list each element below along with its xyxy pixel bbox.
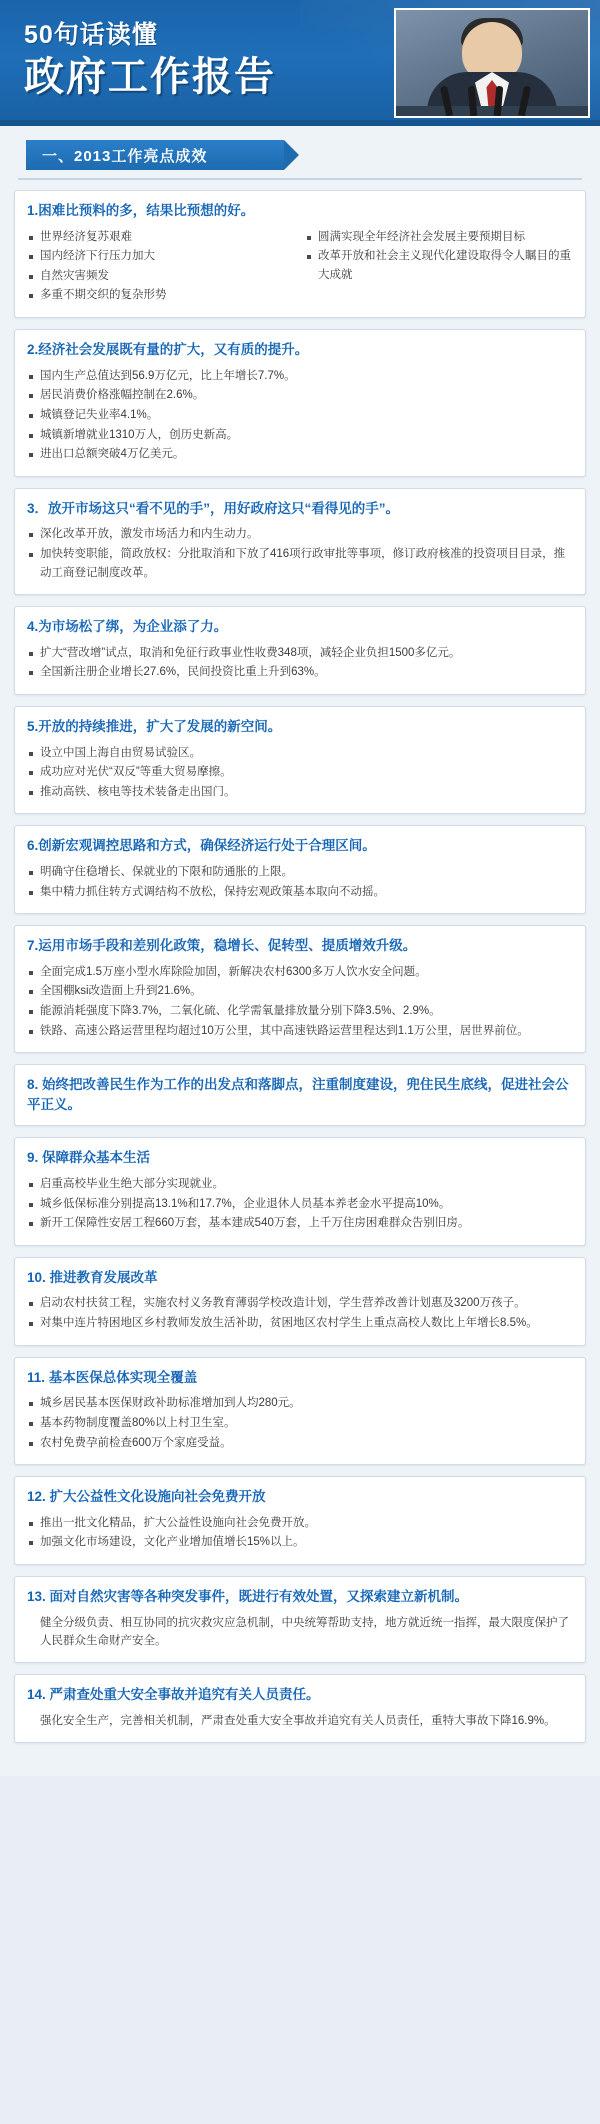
list-item [14, 706, 586, 814]
card-heading: 5.开放的持续推进，扩大了发展的新空间。 [27, 719, 282, 734]
list-item: 国内经济下行压力加大 [27, 247, 295, 266]
list-item: 设立中国上海自由贸易试验区。 [27, 744, 573, 763]
bullet-list [27, 525, 573, 582]
premier-photo [394, 8, 590, 118]
list-item: 全国新注册企业增长27.6%，民间投资比重上升到63%。 [27, 663, 573, 682]
page-header [0, 0, 600, 126]
card-heading: 4.为市场松了绑，为企业添了力。 [27, 619, 228, 635]
list-item: 加强文化市场建设，文化产业增加值增长15%以上。 [27, 1533, 573, 1552]
list-item: 深化改革开放，激发市场活力和内生动力。 [27, 525, 573, 544]
card-heading: 8. 始终把改善民生作为工作的出发点和落脚点，注重制度建设，兜住民生底线，促进社会公平正义。 [27, 1077, 569, 1112]
list-item [14, 329, 586, 477]
list-item: 扩大“营改增”试点，取消和免征行政事业性收费348项，减轻企业负担1500多亿元。 [27, 644, 573, 663]
list-item: 进出口总额突破4万亿美元。 [27, 445, 573, 464]
list-item: 城乡居民基本医保财政补助标准增加到人均280元。 [27, 1394, 573, 1413]
list-item: 对集中连片特困地区乡村教师发放生活补助，贫困地区农村学生上重点高校人数比上年增长8.5%。 [27, 1314, 573, 1333]
list-item [14, 1357, 586, 1465]
list-item: 改革开放和社会主义现代化建设取得令人瞩目的重大成就 [305, 247, 573, 284]
card-heading: 2.经济社会发展既有量的扩大，又有质的提升。 [27, 342, 309, 358]
list-item: 启动农村扶贫工程，实施农村义务教育薄弱学校改造计划，学生营养改善计划惠及3200万孩子。 [27, 1294, 573, 1313]
list-item [14, 925, 586, 1053]
card-heading: 14. 严肃查处重大安全事故并追究有关人员责任。 [27, 1687, 320, 1703]
list-item: 圆满实现全年经济社会发展主要预期目标 [305, 228, 573, 247]
card-heading: 12. 扩大公益性文化设施向社会免费开放 [27, 1489, 266, 1505]
list-item: 城乡低保标准分别提高13.1%和17.7%，企业退休人员基本养老金水平提高10%。 [27, 1195, 573, 1214]
bullet-list [27, 963, 573, 1041]
card-heading: 10. 推进教育发展改革 [27, 1269, 158, 1285]
list-item: 推出一批文化精品，扩大公益性设施向社会免费开放。 [27, 1514, 573, 1533]
card-heading: 1.困难比预料的多，结果比预想的好。 [27, 203, 255, 218]
list-item: 能源消耗强度下降3.7%，二氧化硫、化学需氧量排放量分别下降3.5%、2.9%。 [27, 1002, 573, 1021]
list-item: 农村免费孕前检查600万个家庭受益。 [27, 1434, 573, 1453]
card-heading: 11. 基本医保总体实现全覆盖 [27, 1369, 198, 1385]
list-item: 国内生产总值达到56.9万亿元，比上年增长7.7%。 [27, 367, 573, 386]
bullet-list-right [305, 228, 573, 307]
card-heading: 9. 保障群众基本生活 [27, 1150, 151, 1166]
card-body-text: 健全分级负责、相互协同的抗灾救灾应急机制，中央统筹帮助支持，地方就近统一指挥，最大限度保护了人民群众生命财产安全。 [40, 1616, 569, 1648]
page-title [24, 22, 276, 100]
bullet-list [27, 1175, 573, 1233]
list-item [14, 1476, 586, 1565]
bullet-list [27, 1514, 573, 1552]
list-item: 加快转变职能，简政放权：分批取消和下放了416项行政审批等事项，修订政府核准的投资项目目录，推动工商登记制度改革。 [27, 545, 573, 582]
card-body-text: 强化安全生产，完善相关机制，严肃查处重大安全事故并追究有关人员责任，重特大事故下降16.9%。 [40, 1715, 556, 1727]
list-item: 城镇登记失业率4.1%。 [27, 406, 573, 425]
bullet-list [27, 863, 573, 901]
list-item: 铁路、高速公路运营里程均超过10万公里，其中高速铁路运营里程达到1.1万公里，居世界前位。 [27, 1022, 573, 1041]
title-line-1: 50句话读懂 [24, 21, 158, 49]
card-heading: 6.创新宏观调控思路和方式，确保经济运行处于合理区间。 [27, 838, 376, 854]
bullet-list [27, 1394, 573, 1452]
list-item [14, 1674, 586, 1743]
list-item: 成功应对光伏“双反”等重大贸易摩擦。 [27, 763, 573, 782]
list-item: 新开工保障性安居工程660万套，基本建成540万套，上千万住房困难群众告别旧房。 [27, 1214, 573, 1233]
list-item: 全面完成1.5万座小型水库除险加固，新解决农村6300多万人饮水安全问题。 [27, 963, 573, 982]
list-item: 全国棚ksi改造面上升到21.6%。 [27, 982, 573, 1001]
list-item [14, 606, 586, 695]
list-item: 集中精力抓住转方式调结构不放松，保持宏观政策基本取向不动摇。 [27, 883, 573, 902]
bullet-list [27, 1294, 573, 1332]
list-item [14, 1257, 586, 1346]
bullet-list [27, 744, 573, 802]
list-item [14, 488, 586, 595]
card-heading: 13. 面对自然灾害等各种突发事件，既进行有效处置，又探索建立新机制。 [27, 1588, 469, 1604]
list-item: 明确守住稳增长、保就业的下限和防通胀的上限。 [27, 863, 573, 882]
list-item: 启重高校毕业生绝大部分实现就业。 [27, 1175, 573, 1194]
title-line-2: 政府工作报告 [24, 54, 276, 99]
section-label: 一、2013工作亮点成效 [26, 140, 284, 170]
list-item [14, 190, 586, 318]
list-item [14, 1064, 586, 1126]
list-item: 居民消费价格涨幅控制在2.6%。 [27, 386, 573, 405]
list-item [14, 1137, 586, 1245]
list-item: 多重不期交织的复杂形势 [27, 286, 295, 305]
bullet-list [27, 367, 573, 464]
card-heading: 3．放开市场这只“看不见的手”，用好政府这只“看得见的手”。 [27, 500, 400, 516]
list-item: 基本药物制度覆盖80%以上村卫生室。 [27, 1414, 573, 1433]
section-header [0, 126, 600, 180]
list-item: 世界经济复苏艰难 [27, 228, 295, 247]
bullet-list [27, 644, 573, 682]
list-item: 城镇新增就业1310万人，创历史新高。 [27, 426, 573, 445]
card-heading: 7.运用市场手段和差别化政策，稳增长、促转型、提质增效升级。 [27, 938, 417, 954]
list-item [14, 1576, 586, 1664]
microphone-icon [417, 82, 567, 116]
bullet-list-left [27, 228, 295, 307]
list-item: 推动高铁、核电等技术装备走出国门。 [27, 783, 573, 802]
card-list [0, 180, 600, 1776]
list-item: 自然灾害频发 [27, 267, 295, 286]
list-item [14, 825, 586, 914]
